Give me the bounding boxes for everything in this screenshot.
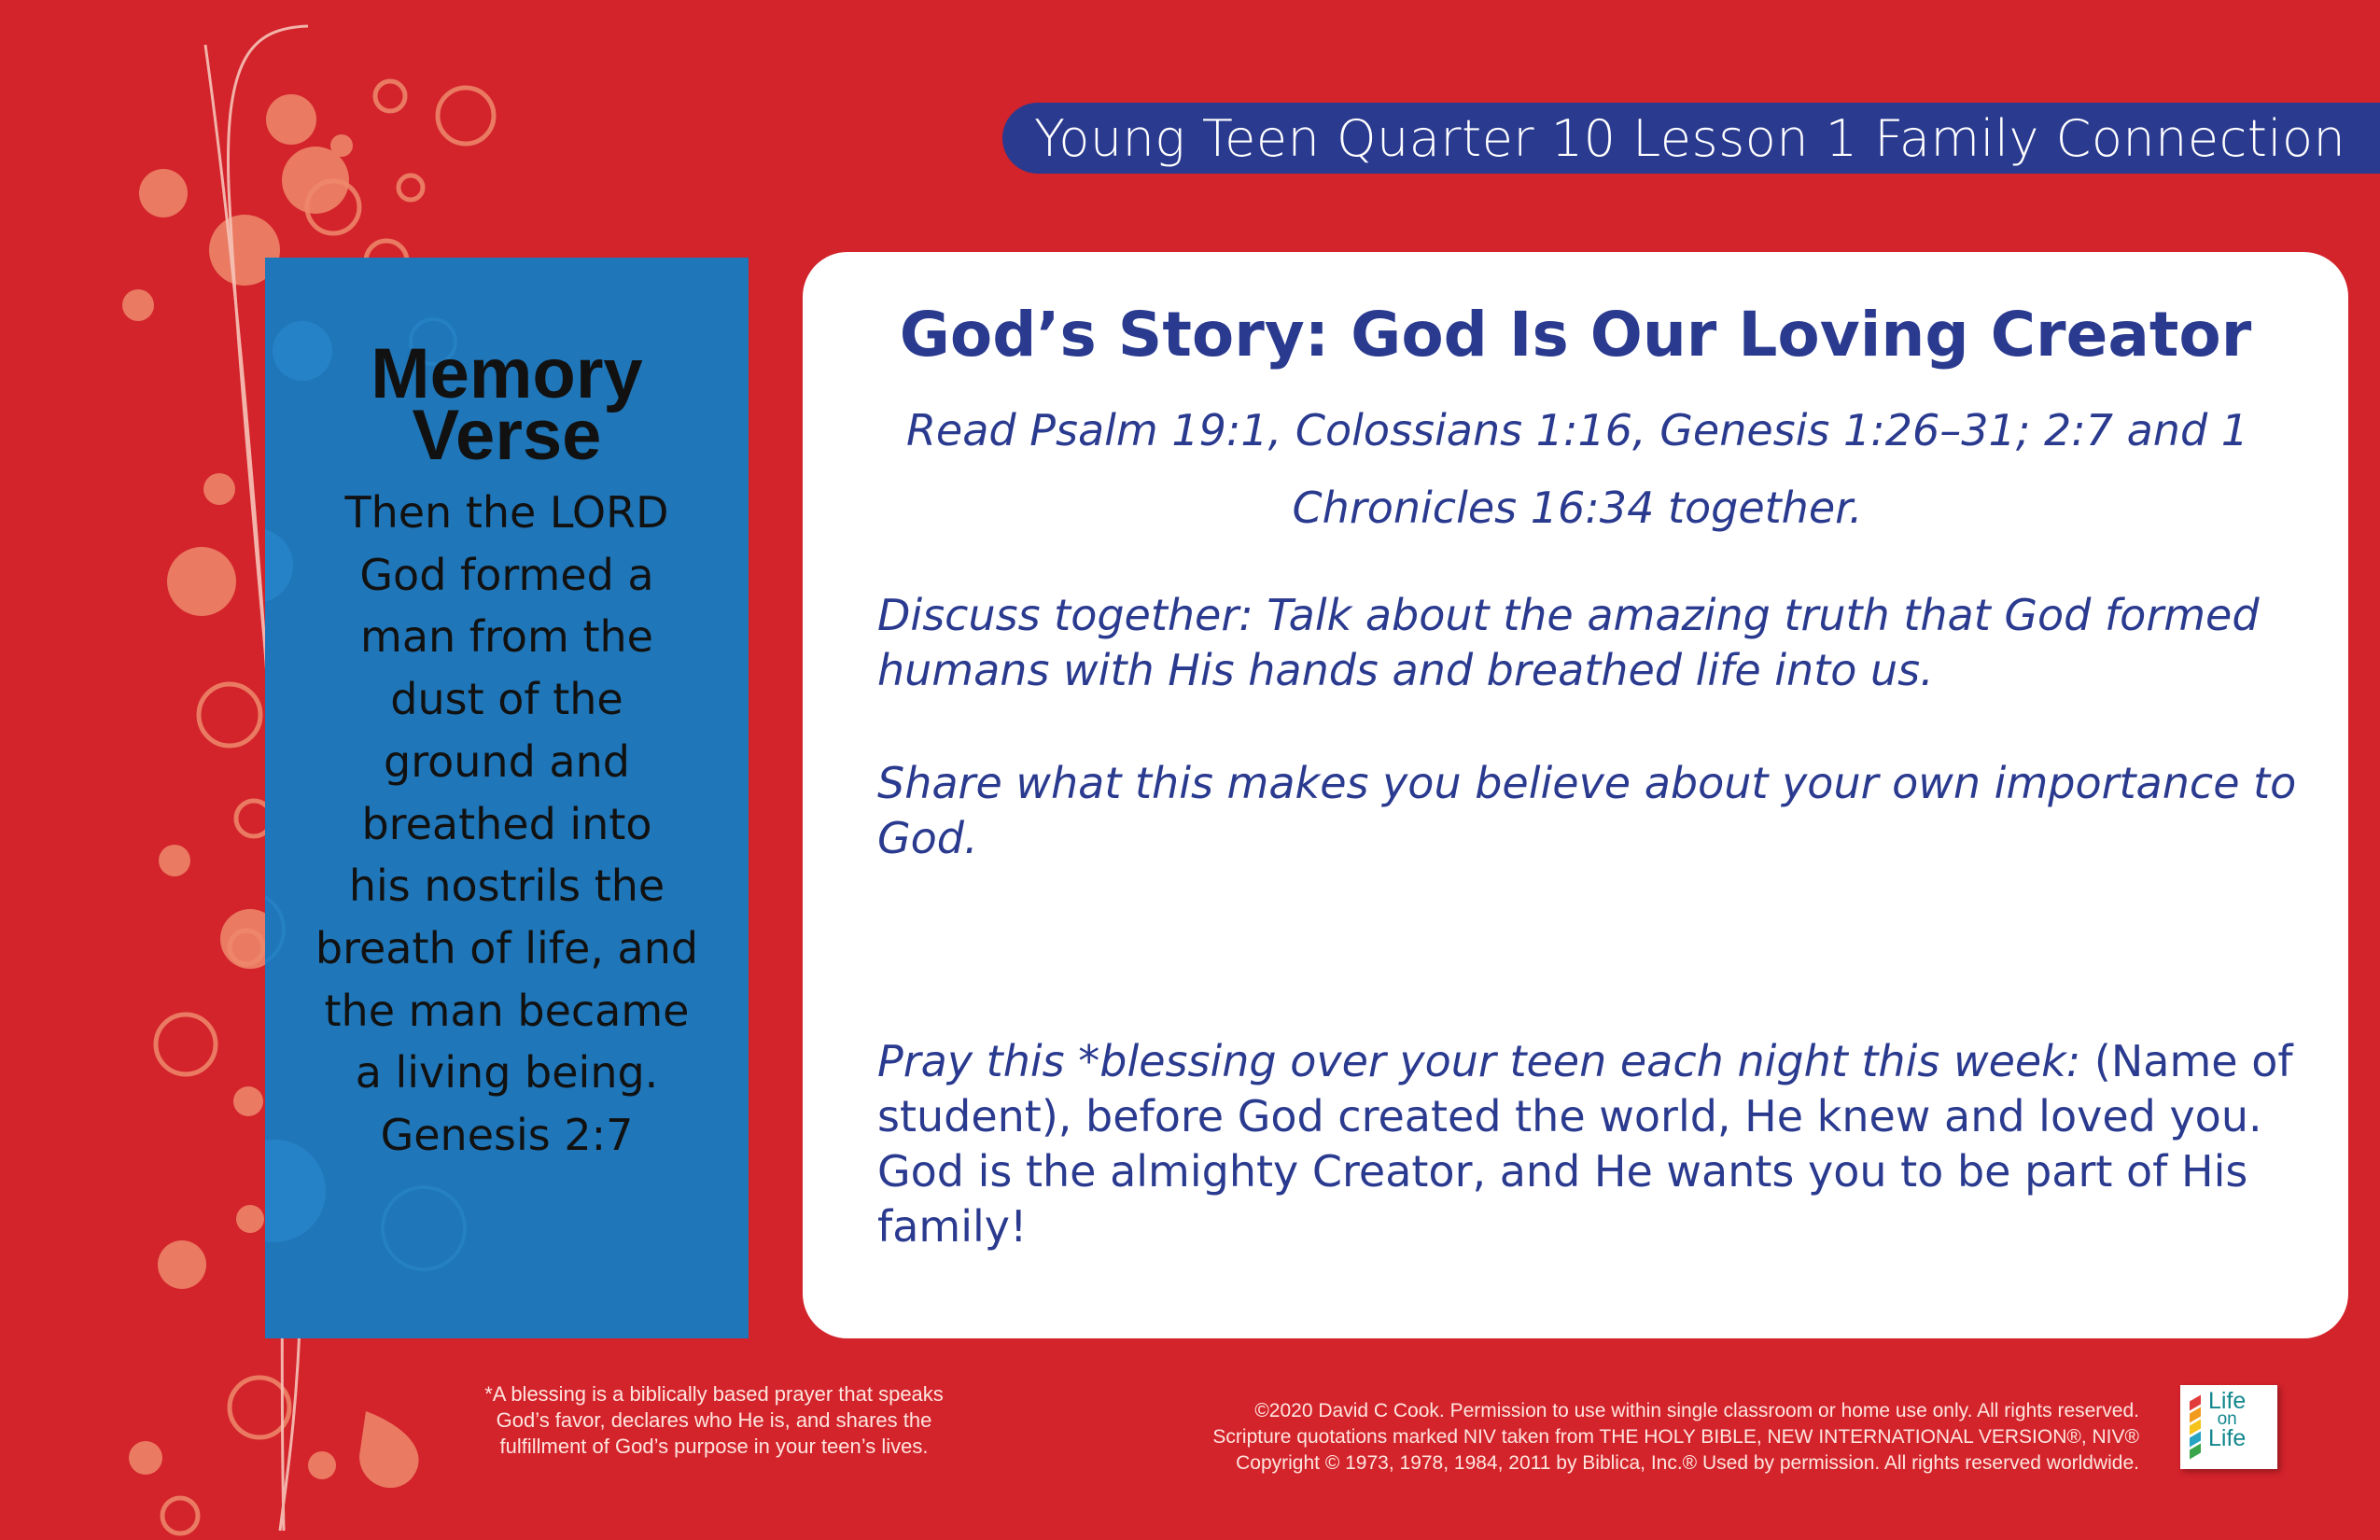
memory-title-line: Memory <box>371 334 643 413</box>
reading-instructions <box>859 392 2296 547</box>
logo-wordmark <box>2208 1388 2247 1451</box>
footnote-line: God’s favor, declares who He is, and shares the <box>496 1408 932 1432</box>
share-paragraph <box>877 756 2315 866</box>
header-banner <box>1002 103 2380 174</box>
prayer-line: family! <box>877 1201 1028 1252</box>
lesson-card <box>803 252 2348 1338</box>
reading-line: Read Psalm 19:1, Colossians 1:16, Genesis 1:26–31; 2:7 and 1 <box>905 405 2249 455</box>
blessing-footnote <box>467 1381 961 1460</box>
memory-verse-line: the man became <box>324 985 690 1036</box>
logo-word: Life <box>2208 1425 2247 1451</box>
memory-verse-line: Then the LORD <box>344 487 669 538</box>
prayer-text: (Name of <box>2080 1036 2293 1086</box>
footnote-line: *A blessing is a biblically based prayer that speaks <box>484 1382 944 1406</box>
memory-verse-line: man from the <box>360 611 653 663</box>
life-on-life-logo <box>2180 1385 2277 1469</box>
share-line: Share what this makes you believe about your own importance to <box>877 758 2297 808</box>
footnote-line: fulfillment of God’s purpose in your teen’s lives. <box>499 1435 929 1458</box>
prayer-lead: Pray this *blessing over your teen each night this week: <box>877 1036 2081 1086</box>
prayer-line: student), before God created the world, He knew and loved you. <box>877 1091 2262 1141</box>
memory-verse-line: ground and <box>384 735 630 787</box>
header-title: Young Teen Quarter 10 Lesson 1 Family Connection <box>1034 108 2346 168</box>
memory-verse-panel <box>265 258 749 1338</box>
memory-verse-line: breath of life, and <box>315 922 699 973</box>
memory-verse-line: God formed a <box>359 549 654 600</box>
copyright-line: Scripture quotations marked NIV taken from THE HOLY BIBLE, NEW INTERNATIONAL VERSION®, NIV® <box>1212 1426 2139 1448</box>
copyright-line: Copyright © 1973, 1978, 1984, 2011 by Biblica, Inc.® Used by permission. All rights reserved worldwide. <box>1236 1452 2139 1474</box>
share-line: God. <box>877 813 978 863</box>
discuss-line: Discuss together: Talk about the amazing truth that God formed <box>877 590 2260 640</box>
reading-line: Chronicles 16:34 together. <box>1292 483 1863 533</box>
memory-verse-line: a living being. <box>355 1047 659 1099</box>
memory-verse-line: dust of the <box>390 674 623 725</box>
memory-verse-title <box>265 334 749 475</box>
logo-mark-icon <box>2190 1398 2201 1459</box>
prayer-line: God is the almighty Creator, and He wants you to be part of His <box>877 1146 2248 1197</box>
copyright-line: ©2020 David C Cook. Permission to use within single classroom or home use only. All rights reserved. <box>1254 1400 2139 1421</box>
memory-verse-reference: Genesis 2:7 <box>380 1110 634 1161</box>
logo-word: on <box>2217 1409 2237 1429</box>
discuss-line: humans with His hands and breathed life into us. <box>877 645 1934 695</box>
memory-verse-text <box>265 482 749 1167</box>
card-title: God’s Story: God Is Our Loving Creator <box>899 299 2252 371</box>
memory-verse-line: breathed into <box>361 798 652 849</box>
prayer-paragraph <box>877 1034 2315 1254</box>
memory-title-line: Verse <box>412 396 602 475</box>
memory-verse-line: his nostrils the <box>348 861 665 912</box>
copyright-notice <box>1019 1398 2139 1477</box>
discuss-paragraph <box>877 588 2315 698</box>
logo-word: Life <box>2208 1388 2247 1414</box>
